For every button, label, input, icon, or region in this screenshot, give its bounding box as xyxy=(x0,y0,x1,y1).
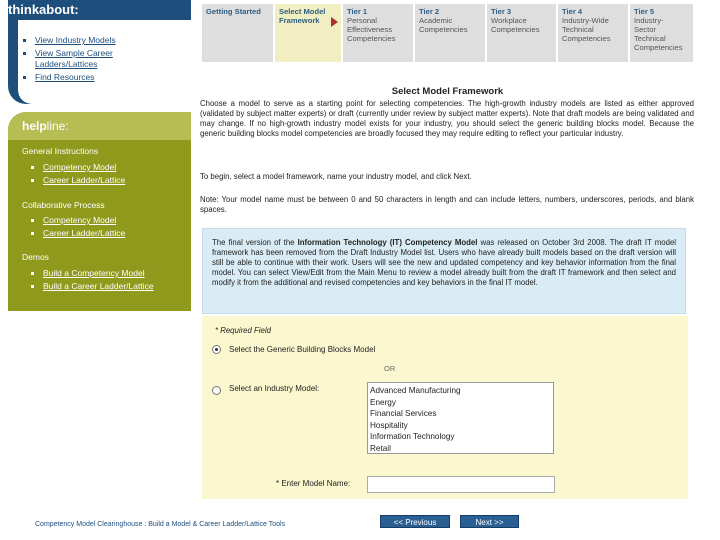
radio-industry-model[interactable] xyxy=(212,386,221,395)
tab-sublabel: Competencies xyxy=(634,43,683,52)
begin-instruction: To begin, select a model framework, name your industry model, and click Next. xyxy=(200,172,472,181)
tab-tier-3[interactable] xyxy=(487,4,556,62)
helpline-header xyxy=(8,112,191,140)
or-separator: OR xyxy=(384,364,396,373)
tab-tier-4[interactable] xyxy=(558,4,628,62)
tab-label: Tier 3 xyxy=(491,7,512,16)
link-view-sample-career-ladders[interactable]: View Sample Career Ladders/Lattices xyxy=(35,48,113,69)
list-option[interactable]: Retail xyxy=(370,443,391,453)
thinkabout-logo: thinkabout: xyxy=(8,2,79,17)
notice-text: The final version of the xyxy=(212,238,298,247)
list-item xyxy=(20,48,130,70)
next-button[interactable]: Next >> xyxy=(460,515,519,528)
tab-sublabel: Technical xyxy=(562,25,594,34)
section-title: Collaborative Process xyxy=(22,200,105,210)
required-field-note: * Required Field xyxy=(215,326,271,335)
page-title: Select Model Framework xyxy=(391,86,504,97)
tab-select-model-framework[interactable] xyxy=(275,4,341,62)
list-item xyxy=(28,268,154,279)
list-item xyxy=(20,72,130,83)
model-name-label: * Enter Model Name: xyxy=(276,479,351,488)
link-general-competency-model[interactable]: Competency Model xyxy=(43,162,117,172)
step-tabs xyxy=(202,4,693,62)
generic-model-label: Select the Generic Building Blocks Model xyxy=(229,345,376,354)
thinkabout-links xyxy=(20,35,130,85)
tab-label: Framework xyxy=(279,16,320,25)
tab-sublabel: Competencies xyxy=(491,25,540,34)
link-collab-competency-model[interactable]: Competency Model xyxy=(43,215,117,225)
section-title: Demos xyxy=(22,252,49,262)
tab-sublabel: Technical xyxy=(634,34,666,43)
radio-generic-model[interactable] xyxy=(212,345,221,354)
tab-sublabel: Sector xyxy=(634,25,656,34)
tab-sublabel: Competencies xyxy=(419,25,468,34)
list-option[interactable]: Advanced Manufacturing xyxy=(370,386,461,395)
list-option[interactable]: Energy xyxy=(370,397,396,407)
tab-sublabel: Competencies xyxy=(562,34,611,43)
helpline-panel xyxy=(8,112,191,311)
tab-tier-1[interactable] xyxy=(343,4,413,62)
list-item xyxy=(28,228,125,239)
tab-sublabel: Workplace xyxy=(491,16,527,25)
tab-sublabel: Industry- xyxy=(634,16,664,25)
tab-tier-5[interactable] xyxy=(630,4,693,62)
list-option[interactable]: Financial Services xyxy=(370,409,437,419)
tab-sublabel: Personal xyxy=(347,16,377,25)
link-view-industry-models[interactable]: View Industry Models xyxy=(35,35,116,45)
list-option[interactable]: Information Technology xyxy=(370,432,455,442)
helpline-logo-a: help xyxy=(22,119,47,133)
tab-sublabel: Effectiveness xyxy=(347,25,393,34)
tab-label: Tier 2 xyxy=(419,7,440,16)
tab-label: Tier 5 xyxy=(634,7,655,16)
previous-button[interactable]: << Previous xyxy=(380,515,450,528)
list-item xyxy=(28,175,125,186)
tab-label: Getting Started xyxy=(206,7,261,16)
section-links xyxy=(28,215,125,241)
tab-sublabel: Academic xyxy=(419,16,453,25)
list-item xyxy=(20,35,130,46)
tab-label: Select Model xyxy=(279,7,326,16)
helpline-logo xyxy=(22,119,69,133)
list-item xyxy=(28,281,154,292)
list-item xyxy=(28,162,125,173)
link-general-career-ladder[interactable]: Career Ladder/Lattice xyxy=(43,175,126,185)
industry-model-label: Select an Industry Model: xyxy=(229,384,320,393)
model-name-input[interactable] xyxy=(367,476,555,493)
name-note: Note: Your model name must be between 0 and 50 characters in length and can include letters, numbers, underscores, periods, and blank spaces. xyxy=(200,195,694,214)
list-item xyxy=(28,215,125,226)
model-selection-form xyxy=(202,316,688,499)
section-title: General Instructions xyxy=(22,146,99,156)
section-links xyxy=(28,268,154,294)
intro-text: Choose a model to serve as a starting point for selecting competencies. The high-growth industry models are listed as either approved (validated by subject matter experts) or draft (currently under review by subject matter experts). Note that draft models are being validated and may change. If no high-growth industry model exists for your industry, you should select the generic building blocks model. Because the generic building blocks model competencies are broadly focused they may require editing to reflect your particular industry. xyxy=(200,99,694,138)
tab-sublabel: Industry-Wide xyxy=(562,16,609,25)
notice-text: was released on October 3rd 2008. The draft IT model framework has been removed from the Draft Industry Model list. Users who have already built models based on the draft version will still be able to continue with their work. Users will see the new and updated competency and key behavior information from the final model. You can select View/Edit from the Main Menu to review a model already built from the draft IT framework and then select and modify it from the additional and revised competencies and key behaviors in the final IT model. xyxy=(212,238,677,287)
notice-highlight: Information Technology (IT) Competency Model xyxy=(297,238,478,247)
tab-label: Tier 4 xyxy=(562,7,583,16)
tab-getting-started[interactable] xyxy=(202,4,273,62)
industry-model-listbox[interactable] xyxy=(367,382,554,454)
it-model-notice xyxy=(202,228,686,314)
tab-label: Tier 1 xyxy=(347,7,368,16)
current-step-arrow-icon xyxy=(331,17,338,27)
link-demo-build-career-ladder[interactable]: Build a Career Ladder/Lattice xyxy=(43,281,154,291)
list-option[interactable]: Hospitality xyxy=(370,420,408,430)
link-find-resources[interactable]: Find Resources xyxy=(35,72,95,82)
tab-sublabel: Competencies xyxy=(347,34,396,43)
helpline-logo-b: line: xyxy=(46,119,69,133)
tab-tier-2[interactable] xyxy=(415,4,485,62)
link-collab-career-ladder[interactable]: Career Ladder/Lattice xyxy=(43,228,126,238)
footer-text: Competency Model Clearinghouse : Build a Model & Career Ladder/Lattice Tools xyxy=(35,521,286,528)
section-links xyxy=(28,162,125,188)
link-demo-build-competency-model[interactable]: Build a Competency Model xyxy=(43,268,145,278)
